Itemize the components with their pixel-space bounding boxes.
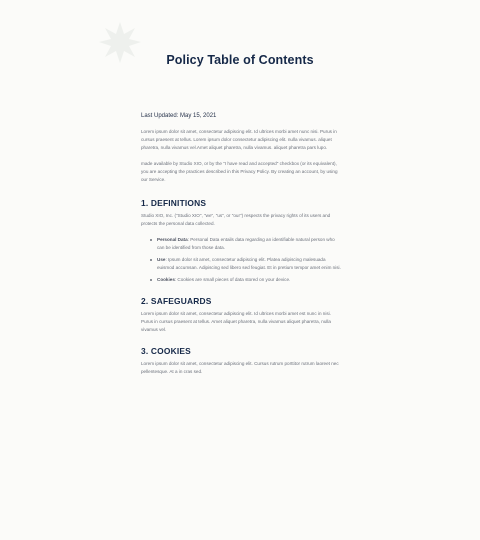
definition-term: Use bbox=[157, 257, 166, 262]
section-heading-safeguards: 2. SAFEGUARDS bbox=[141, 296, 212, 306]
definition-term: Personal Data bbox=[157, 237, 188, 242]
list-item bbox=[150, 256, 341, 272]
last-updated: Last Updated: May 15, 2021 bbox=[141, 113, 217, 119]
intro-paragraph: made available by Studio XIO, or by the "I have read and accepted" checkbox (or its equivalent), you are accepting the practices described in this Privacy Policy. By creating an account, by using our Service. bbox=[141, 161, 338, 182]
section-heading-cookies: 3. COOKIES bbox=[141, 346, 191, 356]
definitions-list bbox=[141, 236, 341, 284]
safeguards-body: Lorem ipsum dolor sit amet, consectetur adipiscing elit. Id ultrices morbi amet est nunc in nisi. Purus in cursus praesent at tellus. Amet aliquet pharetra, nulla vivamus aliquet pharetra, nulla vivamus vel. bbox=[141, 311, 331, 332]
page-title: Policy Table of Contents bbox=[166, 53, 314, 67]
section-heading-definitions: 1. DEFINITIONS bbox=[141, 198, 207, 208]
definition-text: : Personal Data entails data regarding an identifiable natural person who can be identified from those data. bbox=[157, 237, 335, 250]
list-item bbox=[150, 236, 341, 252]
intro-paragraph: Lorem ipsum dolor sit amet, consectetur adipiscing elit. Id ultrices morbi amet nunc nisi. Purus in cursus praesent at tellus. Lorem ipsum dolor consectetur adipiscing elit. nulla vivamus. aliquet pharetra, nulla vivamus vel.Amet aliquet pharetra, nulla vivamus. aliquet pharetra pars lupo. bbox=[141, 129, 337, 150]
policy-content bbox=[141, 112, 341, 384]
list-item bbox=[150, 276, 341, 284]
definition-text: : Ipsum dolor sit amet, consectetur adipiscing elit. Platea adipiscing malesuada euismod accumsan. Adipiscing sed libero sed feugiat. Et in pretium tempor amet enim nisi. bbox=[157, 257, 341, 270]
definition-term: Cookies bbox=[157, 277, 175, 282]
definitions-body: Studio XIO, Inc. ("Studio XIO", "we", "us", or "our") respects the privacy rights of its users and protects the personal data collected. bbox=[141, 213, 331, 226]
cookies-body: Lorem ipsum dolor sit amet, consectetur adipiscing elit. Cursus rutrum porttitor rutrum laoreet nec pellentesque. At a in cras sed. bbox=[141, 361, 339, 374]
definition-text: : Cookies are small pieces of data stored on your device. bbox=[174, 277, 291, 282]
